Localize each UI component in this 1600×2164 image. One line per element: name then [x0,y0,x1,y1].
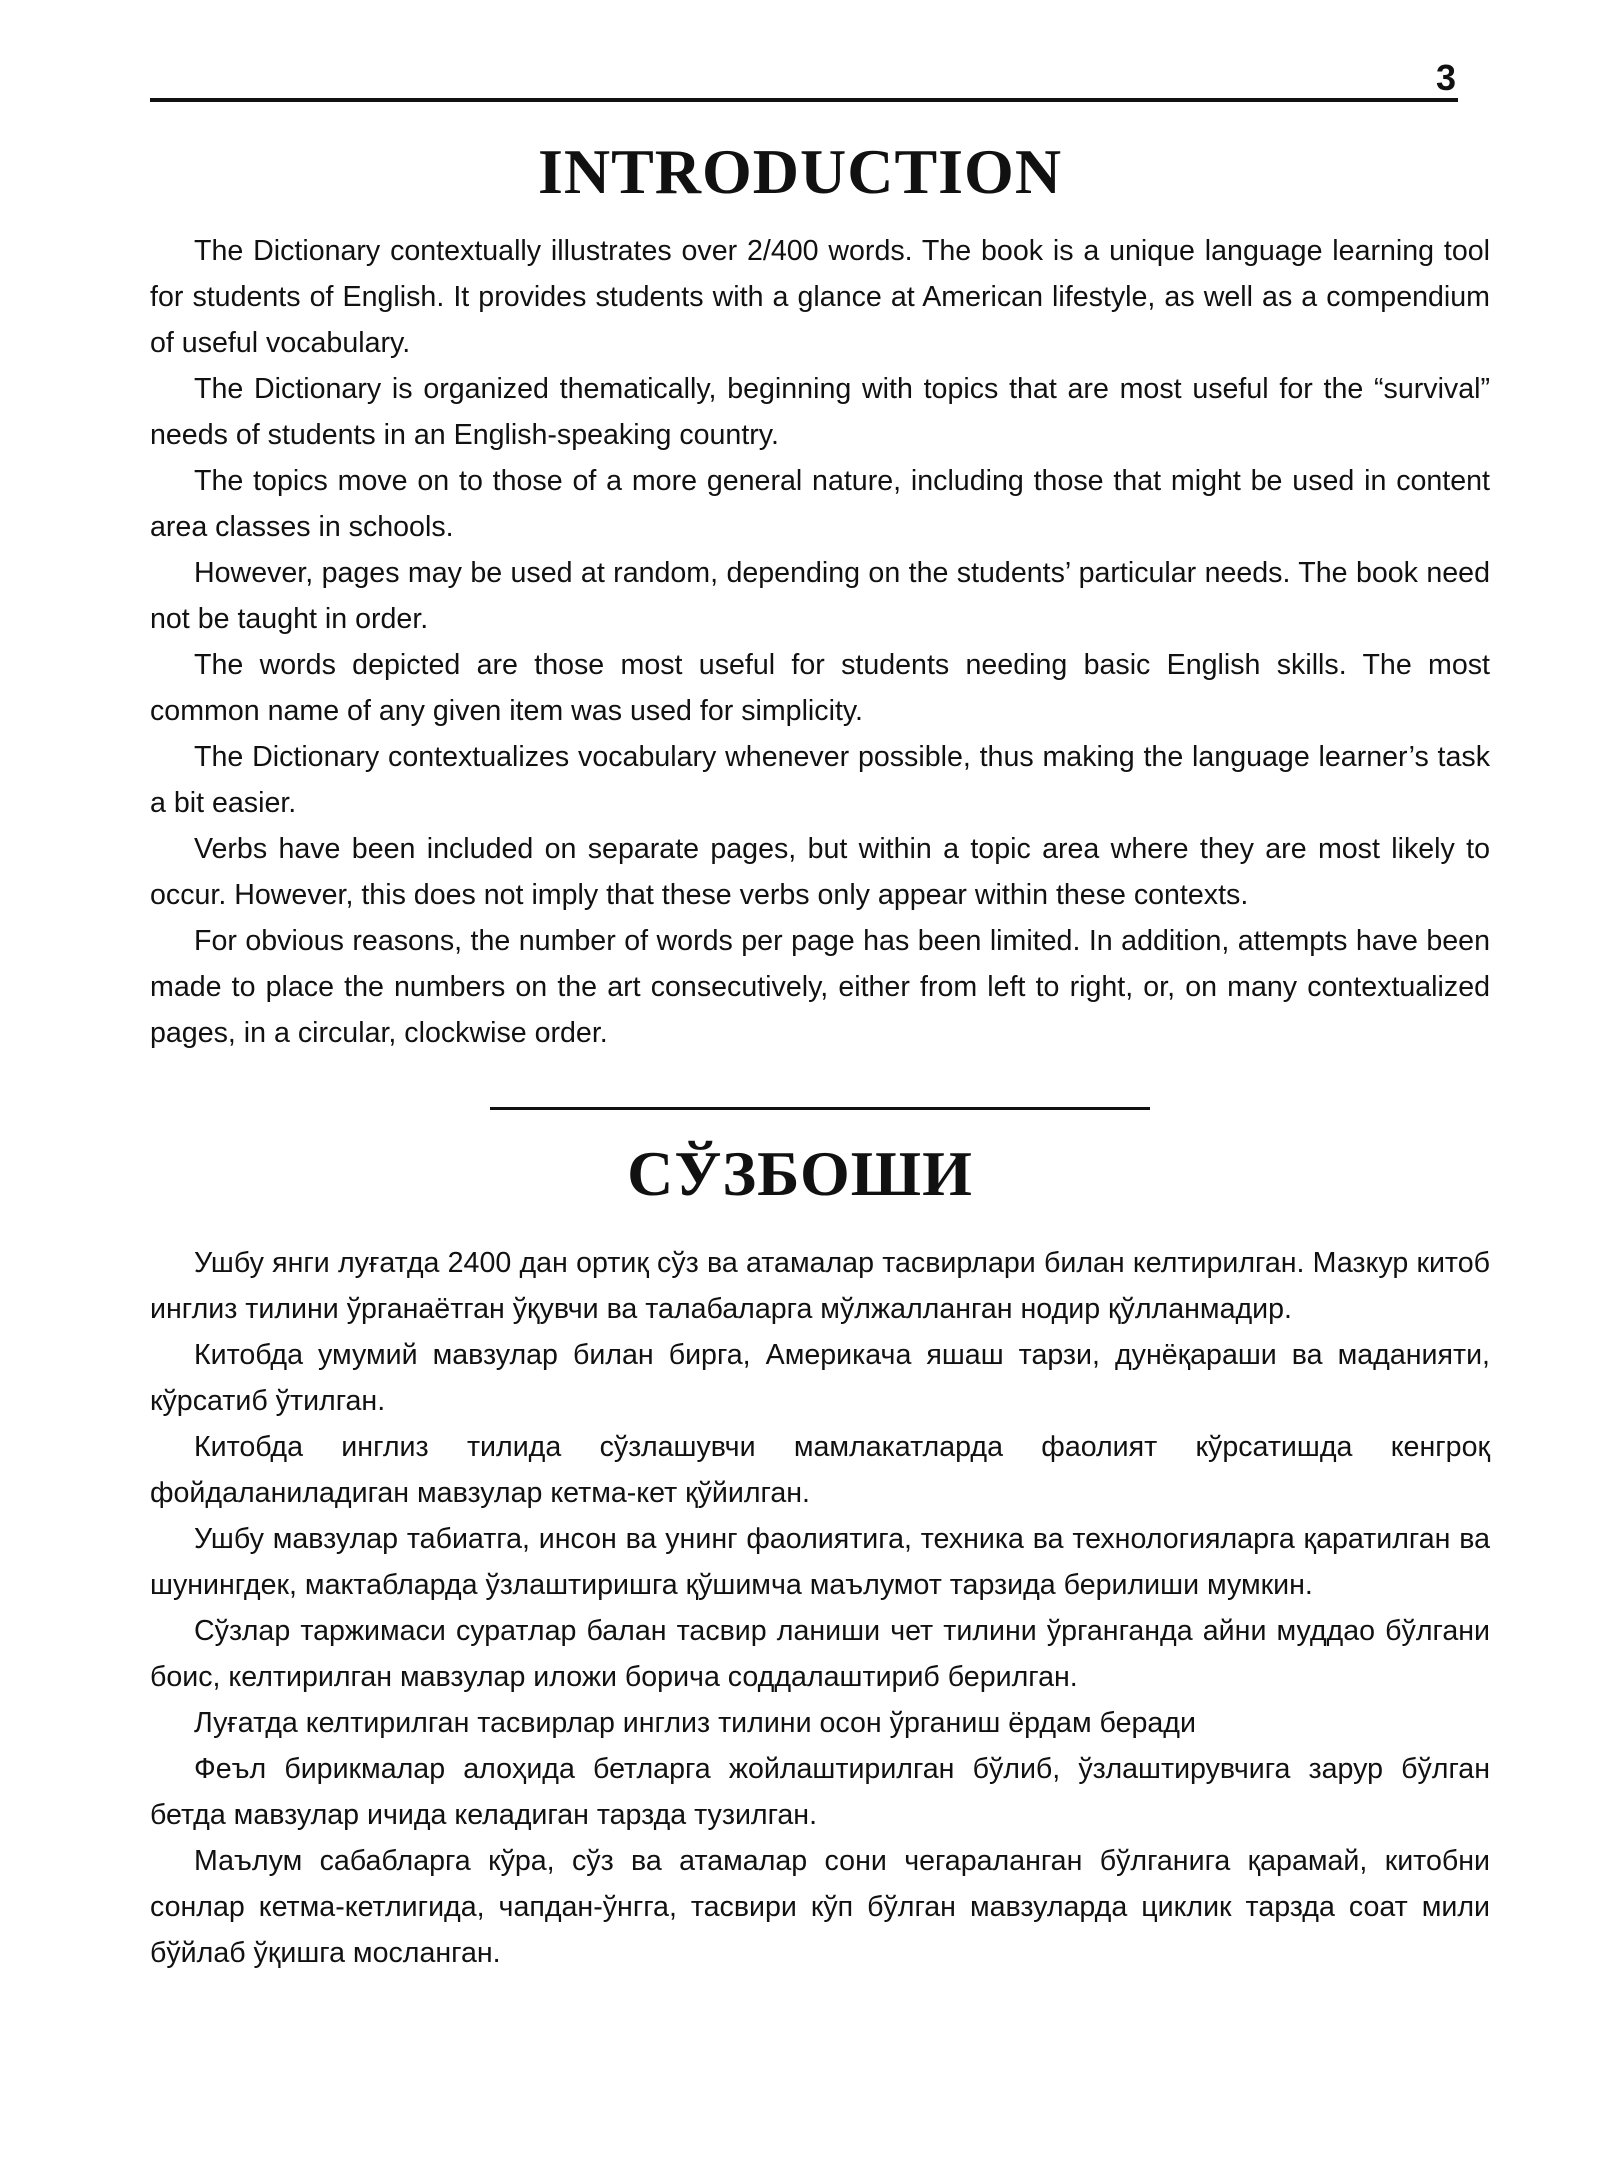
introduction-title: INTRODUCTION [537,136,1063,207]
introduction-paragraph: The Dictionary contextually illustrates over 2/400 words. The book is a unique language learning tool for students of English. It provides students with a glance at American lifestyle, as well as a compendium of useful vocabulary. [150,235,1490,359]
suzboshi-paragraph: Ушбу мавзулар табиатга, инсон ва унинг фаолиятига, техника ва технологияларга қаратилган ва шунингдек, мактабларда ўзлаштиришга қўшимча маълумот тарзида берилиши мумкин. [150,1523,1490,1601]
introduction-paragraph: The Dictionary contextualizes vocabulary whenever possible, thus making the language learner’s task a bit easier. [150,741,1490,819]
introduction-paragraph: However, pages may be used at random, depending on the students’ particular needs. The book need not be taught in order. [150,557,1490,635]
suzboshi-paragraph: Китобда инглиз тилида сўзлашувчи мамлакатларда фаолият кўрсатишда кенгроқ фойдаланиладиган мавзулар кетма-кет қўйилган. [150,1431,1490,1509]
suzboshi-paragraph: Феъл бирикмалар алоҳида бетларга жойлаштирилган бўлиб, ўзлаштирувчига зарур бўлган бетда мавзулар ичида келадиган тарзда тузилган. [150,1753,1490,1831]
suzboshi-paragraph: Ушбу янги луғатда 2400 дан ортиқ сўз ва атамалар тасвирлари билан келтирилган. Мазкур китоб инглиз тилини ўрганаётган ўқувчи ва талабаларга мўлжалланган нодир қўлланмадир. [150,1247,1490,1325]
introduction-body [150,228,1490,1056]
header-rule [150,98,1458,102]
suzboshi-paragraph: Китобда умумий мавзулар билан бирга, Америкача яшаш тарзи, дунёқараши ва маданияти, кўрсатиб ўтилган. [150,1339,1490,1417]
introduction-paragraph: The Dictionary is organized thematically, beginning with topics that are most useful for the “survival” needs of students in an English-speaking country. [150,373,1490,451]
suzboshi-title: СЎЗБОШИ [627,1138,973,1209]
introduction-paragraph: The words depicted are those most useful for students needing basic English skills. The most common name of any given item was used for simplicity. [150,649,1490,727]
page-number: 3 [1435,57,1456,98]
suzboshi-paragraph: Луғатда келтирилган тасвирлар инглиз тилини осон ўрганиш ёрдам беради [194,1707,1196,1739]
introduction-paragraph: For obvious reasons, the number of words per page has been limited. In addition, attempts have been made to place the numbers on the art consecutively, either from left to right, or, on many contextualized pages, in a circular, clockwise order. [150,925,1490,1049]
suzboshi-paragraph: Сўзлар таржимаси суратлар балан тасвир ланиши чет тилини ўрганганда айни муддао бўлгани боис, келтирилган мавзулар иложи борича соддалаштириб берилган. [150,1615,1490,1693]
introduction-paragraph: The topics move on to those of a more general nature, including those that might be used in content area classes in schools. [150,465,1490,543]
suzboshi-body [150,1240,1490,1976]
introduction-paragraph: Verbs have been included on separate pages, but within a topic area where they are most likely to occur. However, this does not imply that these verbs only appear within these contexts. [150,833,1490,911]
section-divider [490,1107,1150,1110]
suzboshi-paragraph: Маълум сабабларга кўра, сўз ва атамалар сони чегараланган бўлганига қарамай, китобни сонлар кетма-кетлигида, чапдан-ўнгга, тасвири кўп бўлган мавзуларда циклик тарзда соат мили бўйлаб ўқишга мосланган. [150,1845,1490,1969]
